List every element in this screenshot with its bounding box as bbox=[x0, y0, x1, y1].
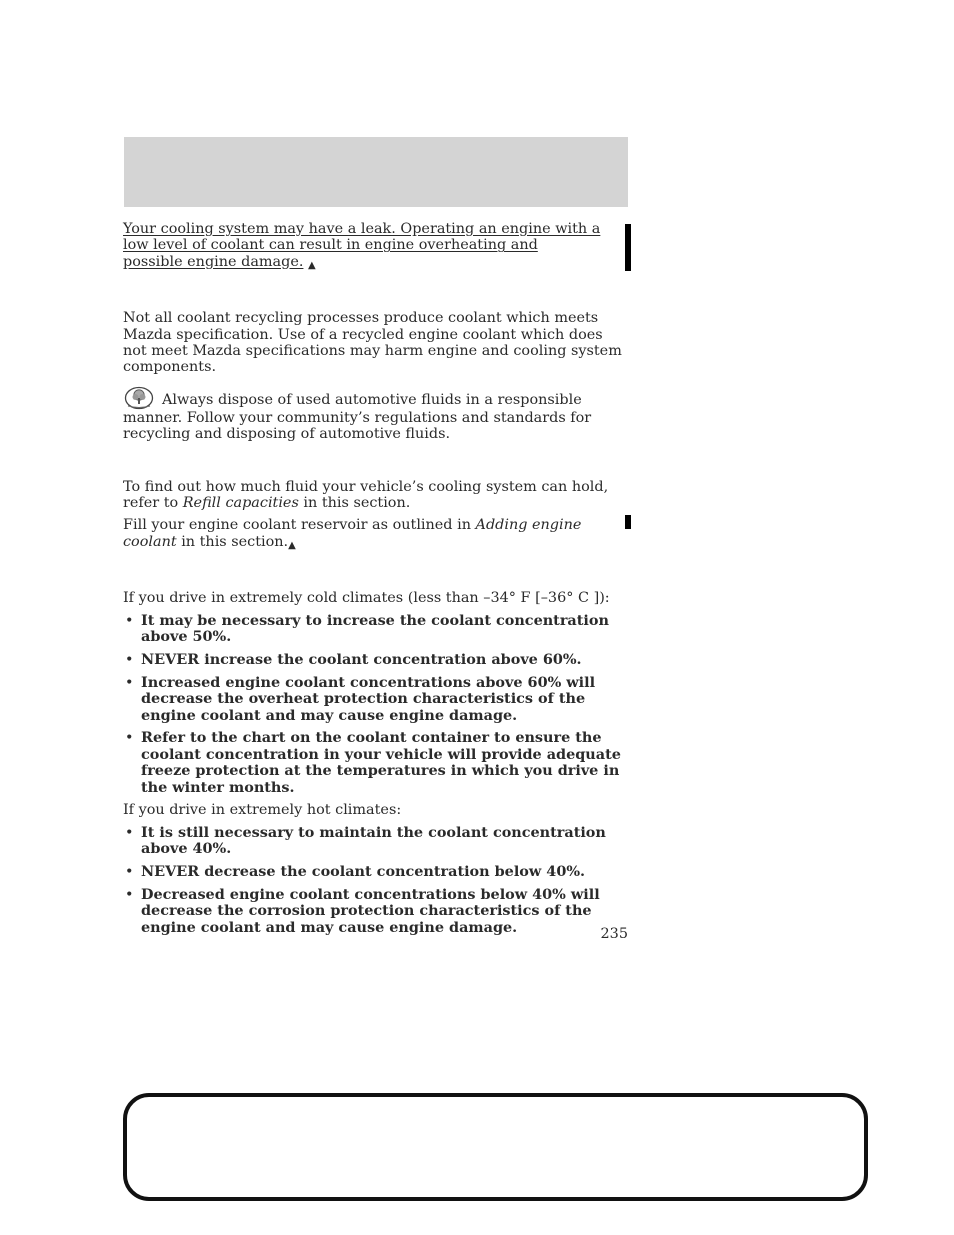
environment-text-line1: Always dispose of used automotive fluids in a responsible manner. bbox=[123, 391, 582, 426]
refill-capacities-reference: Refill capacities bbox=[182, 495, 299, 512]
page-number: 235 bbox=[600, 926, 628, 942]
end-of-section-mark: ▲ bbox=[288, 539, 296, 551]
recycle-tree-icon bbox=[124, 386, 154, 410]
warning-paragraph bbox=[123, 221, 601, 274]
list-item: • Increased engine coolant concentrations above 60% will decrease the overheat protection characteristics of the engine coolant and may cause engine damage. bbox=[125, 673, 596, 724]
fill-text-after: in this section. bbox=[176, 533, 289, 550]
list-item: • Decreased engine coolant concentrations below 40% will decrease the corrosion protection characteristics of the engine coolant and may cause engine damage. bbox=[125, 885, 600, 936]
page-content bbox=[123, 221, 626, 942]
list-item: • NEVER decrease the coolant concentration below 40%. bbox=[125, 862, 586, 880]
footer-box bbox=[123, 1093, 868, 1201]
list-item: • NEVER increase the coolant concentration above 60%. bbox=[125, 650, 582, 668]
environment-paragraph bbox=[123, 386, 626, 443]
capacity-text-before: To find out how much fluid your vehicle’s cooling system can hold, refer to bbox=[123, 478, 609, 512]
recycle-paragraph: Not all coolant recycling processes produce coolant which meets Mazda specification. Use of a recycled engine coolant which does not meet Mazda specifications may harm engine and cooling system components. bbox=[123, 310, 622, 376]
capacity-text-after: in this section. bbox=[298, 495, 411, 512]
list-item: • Refer to the chart on the coolant container to ensure the coolant concentration in your vehicle will provide adequate freeze protection at the temperatures in which you drive in the winter months. bbox=[125, 729, 621, 796]
cold-climate-intro: If you drive in extremely cold climates (less than –34° F [–36° C ]): bbox=[123, 590, 610, 607]
section-header-band bbox=[124, 137, 628, 207]
list-item: • It may be necessary to increase the coolant concentration above 50%. bbox=[125, 611, 609, 646]
adding-engine-coolant-reference: Adding engine coolant bbox=[123, 517, 582, 550]
fill-text-before: Fill your engine coolant reservoir as outlined in bbox=[123, 517, 476, 534]
list-item: • It is still necessary to maintain the coolant concentration above 40%. bbox=[125, 823, 606, 858]
capacity-paragraph bbox=[123, 479, 626, 512]
end-of-warning-mark: ▲ bbox=[308, 259, 316, 271]
hot-climate-intro: If you drive in extremely hot climates: bbox=[123, 802, 402, 819]
fill-paragraph bbox=[123, 517, 626, 554]
cold-climate-list bbox=[123, 613, 626, 796]
warning-text: Your cooling system may have a leak. Operating an engine with a low level of coolant can result in engine overheating and possible engine damage. bbox=[123, 221, 601, 270]
hot-climate-list bbox=[123, 825, 626, 936]
environment-text-rest: Follow your community’s regulations and standards for recycling and disposing of automotive fluids. bbox=[123, 409, 592, 443]
